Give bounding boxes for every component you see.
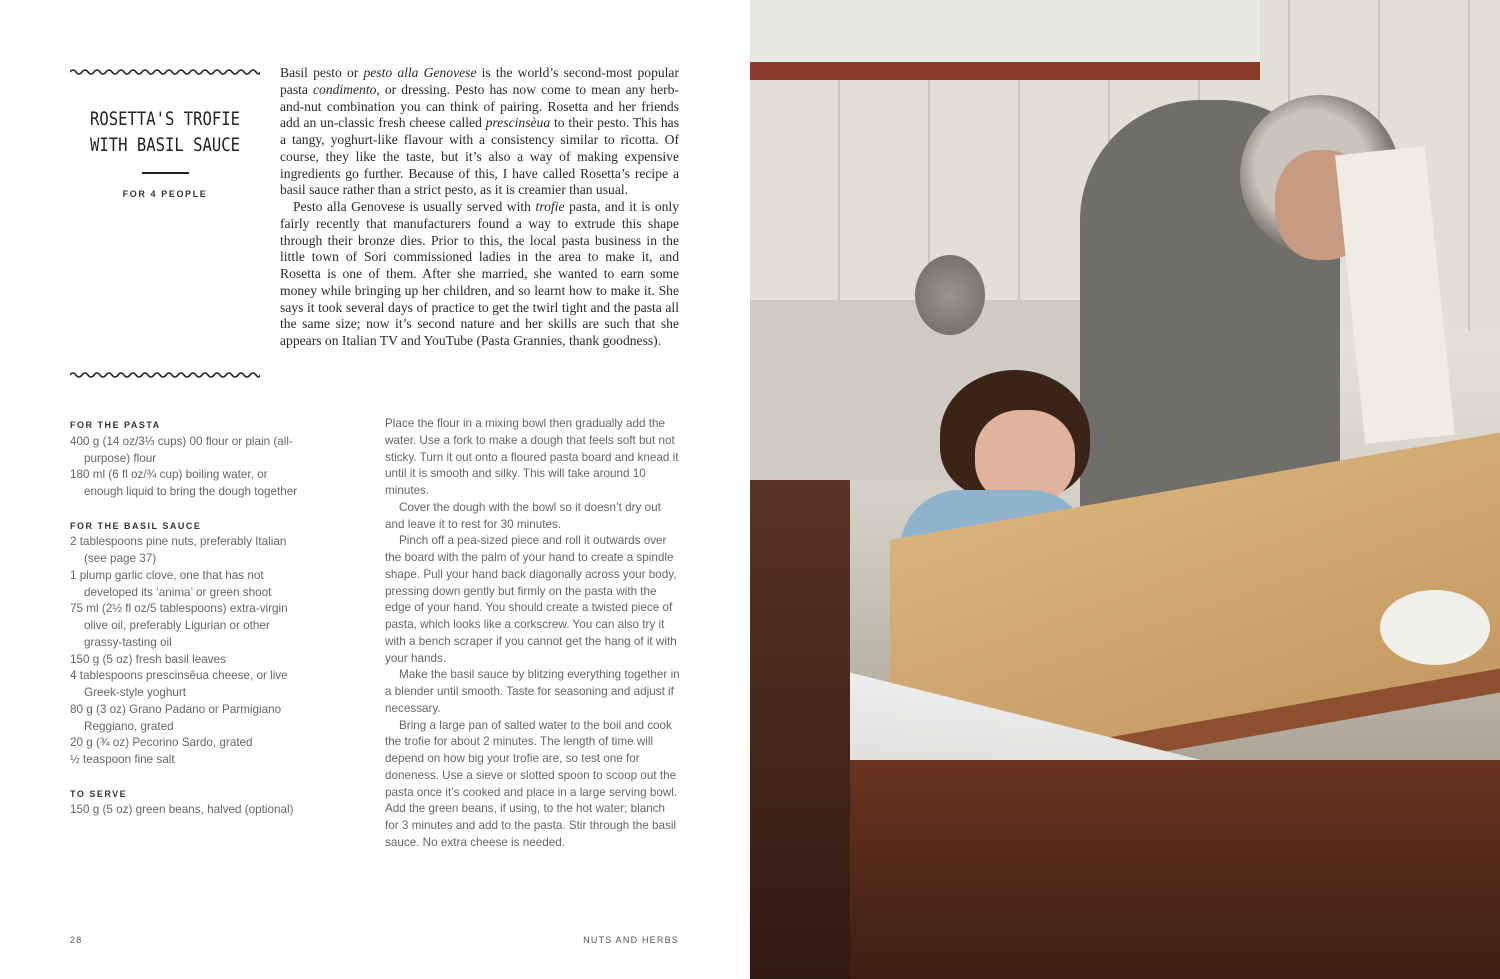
table-base bbox=[850, 760, 1500, 979]
ingredient-item: 150 g (5 oz) fresh basil leaves bbox=[70, 652, 226, 666]
method-step: Cover the dough with the bowl so it doesn’t dry out and leave it to rest for 30 minutes. bbox=[385, 500, 661, 531]
intro-paragraph: Pesto alla Genovese is usually served with trofie pasta, and it is only fairly recently that manufacturers found a way to extrude this shape through their bronze dies. Prior to this, the local pasta business in the little town of Sori commissioned ladies in the area to make it, and Rosetta is one of them. After she married, she wanted to earn some money while bringing up her children, and so learnt how to make it. She says it took several days of practice to get the twirl tight and the pasta all the same size; now it’s second nature and her skills are such that she appears on Italian TV and YouTube (Pasta Grannies, thank goodness). bbox=[280, 199, 679, 348]
method-step: Bring a large pan of salted water to the boil and cook the trofie for about 2 minutes. The length of time will depend on how big your trofie are, so test one for doneness. Use a sieve or slotted spoon to scoop out the pasta once it’s cooked and place in a large serving bowl. Add the green beans, if using, to the hot water; blanch for 3 minutes and add to the pasta. Stir through the basil sauce. No extra cheese is needed. bbox=[385, 718, 678, 849]
bowl bbox=[1380, 590, 1490, 665]
section-heading: FOR THE BASIL SAUCE bbox=[70, 520, 202, 531]
ingredient-group-pasta bbox=[70, 417, 305, 501]
ingredient-item: 2 tablespoons pine nuts, preferably Italian (see page 37) bbox=[70, 535, 287, 565]
intro-paragraph: Basil pesto or pesto alla Genovese is the world’s second-most popular pasta condimento, or dressing. Pesto has now come to mean any herb-and-nut combination you can think of pairing. Rosetta and her friends add an un-classic fresh cheese called prescinsèua to their pesto. This has a tangy, yoghurt-like flavour with a consistency similar to ricotta. Of course, they like the taste, but it’s also a way of making expensive ingredients go further. Because of this, I have called Rosetta’s recipe a basil sauce rather than a strict pesto, as it is creamier than usual. bbox=[280, 65, 679, 198]
ingredient-item: 20 g (¾ oz) Pecorino Sardo, grated bbox=[70, 736, 253, 750]
ingredient-item: 4 tablespoons prescinsêua cheese, or live Greek-style yoghurt bbox=[70, 669, 288, 699]
ingredient-item: 80 g (3 oz) Grano Padano or Parmigiano Reggiano, grated bbox=[70, 702, 282, 733]
sieve bbox=[915, 255, 985, 335]
recipe-title bbox=[87, 106, 243, 158]
ingredient-item: 180 ml (6 fl oz/¾ cup) boiling water, or enough liquid to bring the dough together bbox=[70, 468, 298, 498]
recipe-title-line-2: WITH BASIL SAUCE bbox=[89, 134, 241, 156]
section-heading: FOR THE PASTA bbox=[70, 420, 161, 430]
wall-cabinet bbox=[750, 0, 1260, 80]
ingredient-item: 150 g (5 oz) green beans, halved (optional) bbox=[70, 803, 294, 817]
kitchen-photo bbox=[750, 0, 1500, 979]
ingredient-item: ½ teaspoon fine salt bbox=[70, 753, 175, 766]
ingredient-item: 75 ml (2½ fl oz/5 tablespoons) extra-virgin olive oil, preferably Ligurian or other grassy-tasting oil bbox=[70, 602, 288, 649]
method-step: Make the basil sauce by blitzing everything together in a blender until smooth. Taste for seasoning and adjust if necessary. bbox=[385, 668, 680, 715]
wavy-divider-top bbox=[70, 68, 260, 76]
chair bbox=[750, 480, 850, 979]
method-step: Pinch off a pea-sized piece and roll it outwards over the board with the palm of your hand to create a spindle shape. Pull your hand back diagonally across your body, pressing down gently but firmly on the pasta with the edge of your hand. You should create a twisted piece of pasta, which looks like a corkscrew. You can also try it with a bench scraper if you cannot get the hang of it with your hands. bbox=[385, 534, 677, 665]
method-text bbox=[385, 416, 681, 852]
page-number: 28 bbox=[70, 935, 83, 945]
wavy-divider-bottom bbox=[70, 371, 260, 379]
section-footer: NUTS AND HERBS bbox=[583, 935, 679, 945]
ingredient-group-to-serve bbox=[70, 786, 305, 820]
method-step: Place the flour in a mixing bowl then gradually add the water. Use a fork to make a dough that feels soft but not sticky. Turn it out onto a floured pasta board and knead it until it is smooth and silky. This will take around 10 minutes. bbox=[385, 417, 679, 497]
section-heading: TO SERVE bbox=[70, 788, 128, 799]
serves-label: FOR 4 PEOPLE bbox=[122, 189, 208, 199]
recipe-title-line-1: ROSETTA'S TROFIE bbox=[89, 108, 241, 130]
title-rule bbox=[142, 172, 189, 174]
ingredient-item: 1 plump garlic clove, one that has not developed its ‘anima’ or green shoot bbox=[70, 568, 272, 599]
ingredient-group-basil-sauce bbox=[70, 518, 305, 769]
ingredients-list bbox=[70, 417, 305, 836]
ingredient-item: 400 g (14 oz/3⅓ cups) 00 flour or plain (all-purpose) flour bbox=[70, 434, 293, 465]
intro-text bbox=[280, 65, 679, 350]
